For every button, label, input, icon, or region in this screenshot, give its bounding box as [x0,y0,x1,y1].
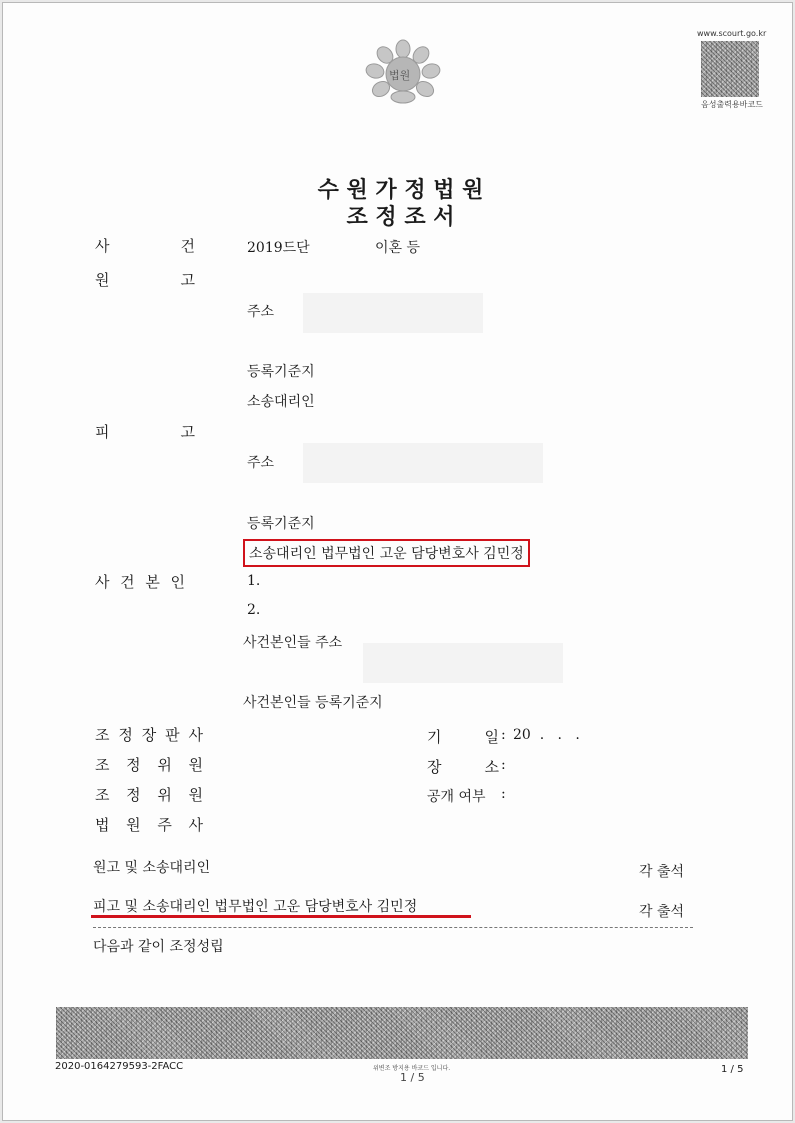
defendant-address-label: 주소 [247,455,275,471]
case-number: 2019드단 [247,240,310,256]
red-underline [91,915,471,918]
site-url: www.scourt.go.kr [697,29,767,38]
defendant-agent-highlight: 소송대리인 법무법인 고운 담당변호사 김민정 [243,539,530,567]
session-place-separator: : [501,757,506,773]
audio-barcode [701,41,759,97]
public-status-separator: : [501,786,506,802]
divider [93,927,693,928]
redacted-area [303,443,543,483]
judge-label: 조 정 장 판 사 [95,726,203,744]
redacted-area [363,643,563,683]
case-name: 이혼 등 [375,240,421,256]
public-status-label: 공개 여부 [427,789,486,805]
defendant-attendance-status: 각 출석 [639,904,685,920]
page-number-right: 1 / 5 [721,1064,744,1075]
defendant-attendance: 피고 및 소송대리인 법무법인 고운 담당변호사 김민정 [93,899,418,915]
plaintiff-attendance: 원고 및 소송대리인 [93,860,211,876]
plaintiff-attendance-status: 각 출석 [639,864,685,880]
barcode-notice: 위변조 방지용 바코드 입니다. [373,1065,451,1072]
mediation-conclusion: 다음과 같이 조정성립 [93,939,224,955]
session-date-value: 20 . . . [513,727,580,743]
page-number-center: 1 / 5 [400,1071,425,1084]
principals-label: 사 건 본 인 [95,573,185,591]
case-label: 사 건 [95,237,195,255]
mediator-2-label: 조 정 위 원 [95,786,203,804]
barcode-caption: 음성출력용바코드 [701,100,763,109]
court-name: 수 원 가 정 법 원 [317,177,484,203]
document-title: 조 정 조 서 [346,204,455,230]
session-date-label: 기 일 [427,728,499,746]
plaintiff-label: 원 고 [95,271,195,289]
principals-registry-label: 사건본인들 등록기준지 [243,695,383,711]
defendant-label: 피 고 [95,423,195,441]
principals-address-label: 사건본인들 주소 [243,635,343,651]
court-clerk-label: 법 원 주 사 [95,816,203,834]
principal-item-2: 2. [247,602,261,618]
principal-item-1: 1. [247,573,261,589]
plaintiff-address-label: 주소 [247,304,275,320]
plaintiff-agent-label: 소송대리인 [247,394,315,410]
redacted-area [303,293,483,333]
document-page [2,2,793,1121]
session-place-label: 장 소 [427,758,499,776]
session-date-separator: : [501,727,506,743]
plaintiff-registry-label: 등록기준지 [247,364,315,380]
defendant-registry-label: 등록기준지 [247,516,315,532]
mediator-1-label: 조 정 위 원 [95,756,203,774]
security-barcode [56,1007,748,1059]
emblem-text: 법원 [389,69,411,82]
document-code: 2020-0164279593-2FACC [55,1061,184,1072]
